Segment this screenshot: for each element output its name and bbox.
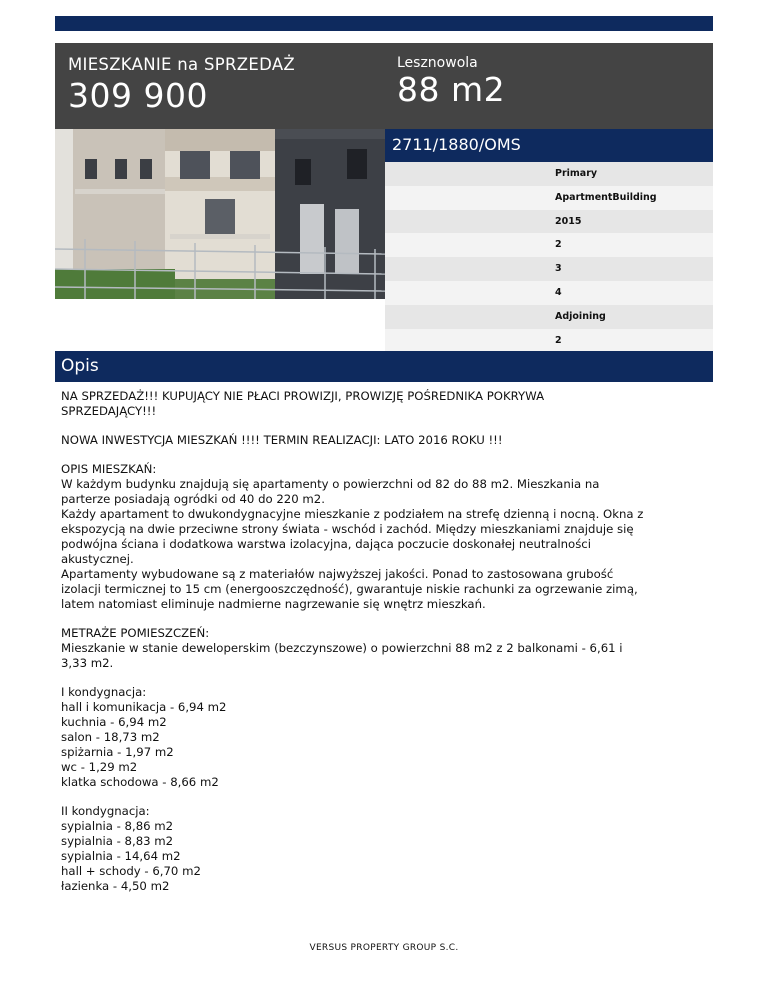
description-line: NOWA INWESTYCJA MIESZKAŃ !!!! TERMIN REALIZACJI: LATO 2016 ROKU !!! xyxy=(61,433,503,447)
description-line: II kondygnacja: xyxy=(61,804,150,818)
description-line: W każdym budynku znajdują się apartamenty o powierzchni od 82 do 88 m2. Mieszkania na xyxy=(61,477,600,491)
description-line: wc - 1,29 m2 xyxy=(61,760,138,774)
description-line: Mieszkanie w stanie deweloperskim (bezczynszowe) o powierzchni 88 m2 z 2 balkonami - 6,61 i xyxy=(61,641,623,655)
section-title: Opis xyxy=(55,351,713,382)
description-line: izolacji termicznej to 15 cm (energooszczędność), gwarantuje niskie rachunki za ogrzewanie zimą, xyxy=(61,582,638,596)
description-line: akustycznej. xyxy=(61,552,134,566)
description-line: 3,33 m2. xyxy=(61,656,114,670)
listing-price: 309 900 xyxy=(68,76,208,115)
description-paragraph xyxy=(61,804,711,894)
description-line: kuchnia - 6,94 m2 xyxy=(61,715,167,729)
description-paragraph xyxy=(61,433,711,448)
property-kitchen: Adjoining xyxy=(385,305,713,329)
top-bar xyxy=(55,16,713,31)
property-detail-6: 4 xyxy=(385,281,713,305)
description-line: spiżarnia - 1,97 m2 xyxy=(61,745,174,759)
description-line: klatka schodowa - 8,66 m2 xyxy=(61,775,219,789)
property-detail-5: 3 xyxy=(385,257,713,281)
listing-area: 88 m2 xyxy=(397,70,506,109)
property-market: Primary xyxy=(385,162,713,186)
description-line: NA SPRZEDAŻ!!! KUPUJĄCY NIE PŁACI PROWIZJI, PROWIZJĘ POŚREDNIKA POKRYWA xyxy=(61,389,545,403)
description-line: METRAŻE POMIESZCZEŃ: xyxy=(61,626,210,640)
description-line: Każdy apartament to dwukondygnacyjne mieszkanie z podziałem na strefę dzienną i nocną. Okna z xyxy=(61,507,644,521)
property-detail-4: 2 xyxy=(385,233,713,257)
description-paragraph xyxy=(61,685,711,790)
description-line: SPRZEDAJĄCY!!! xyxy=(61,404,157,418)
description-line: ekspozycją na dwie przeciwne strony świata - wschód i zachód. Między mieszkaniami znajduje się xyxy=(61,522,634,536)
description-line: Apartamenty wybudowane są z materiałów najwyższej jakości. Ponad to zastosowana grubość xyxy=(61,567,614,581)
description-paragraph xyxy=(61,389,711,419)
listing-header xyxy=(55,43,713,129)
description-paragraph xyxy=(61,626,711,671)
listing-city: Lesznowola xyxy=(397,55,478,71)
description-line: sypialnia - 8,83 m2 xyxy=(61,834,174,848)
reference-number: 2711/1880/OMS xyxy=(385,129,713,162)
property-building-type: ApartmentBuilding xyxy=(385,186,713,210)
description-line: hall + schody - 6,70 m2 xyxy=(61,864,201,878)
property-photo xyxy=(55,129,385,299)
property-details xyxy=(385,162,713,352)
description xyxy=(61,389,711,908)
description-line: sypialnia - 8,86 m2 xyxy=(61,819,174,833)
description-paragraph xyxy=(61,462,711,612)
description-line: parterze posiadają ogródki od 40 do 220 m2. xyxy=(61,492,325,506)
property-detail-8: 2 xyxy=(385,329,713,353)
description-line: OPIS MIESZKAŃ: xyxy=(61,462,157,476)
description-line: hall i komunikacja - 6,94 m2 xyxy=(61,700,227,714)
description-line: salon - 18,73 m2 xyxy=(61,730,160,744)
description-line: I kondygnacja: xyxy=(61,685,147,699)
description-line: łazienka - 4,50 m2 xyxy=(61,879,170,893)
description-line: latem natomiast eliminuje nadmierne nagrzewanie się wnętrz mieszkań. xyxy=(61,597,486,611)
description-line: podwójna ściana i dodatkowa warstwa izolacyjna, dająca poczucie doskonałej neutralności xyxy=(61,537,591,551)
listing-type: MIESZKANIE na SPRZEDAŻ xyxy=(68,55,296,74)
property-year: 2015 xyxy=(385,210,713,234)
description-line: sypialnia - 14,64 m2 xyxy=(61,849,181,863)
footer-company: VERSUS PROPERTY GROUP S.C. xyxy=(309,943,459,953)
